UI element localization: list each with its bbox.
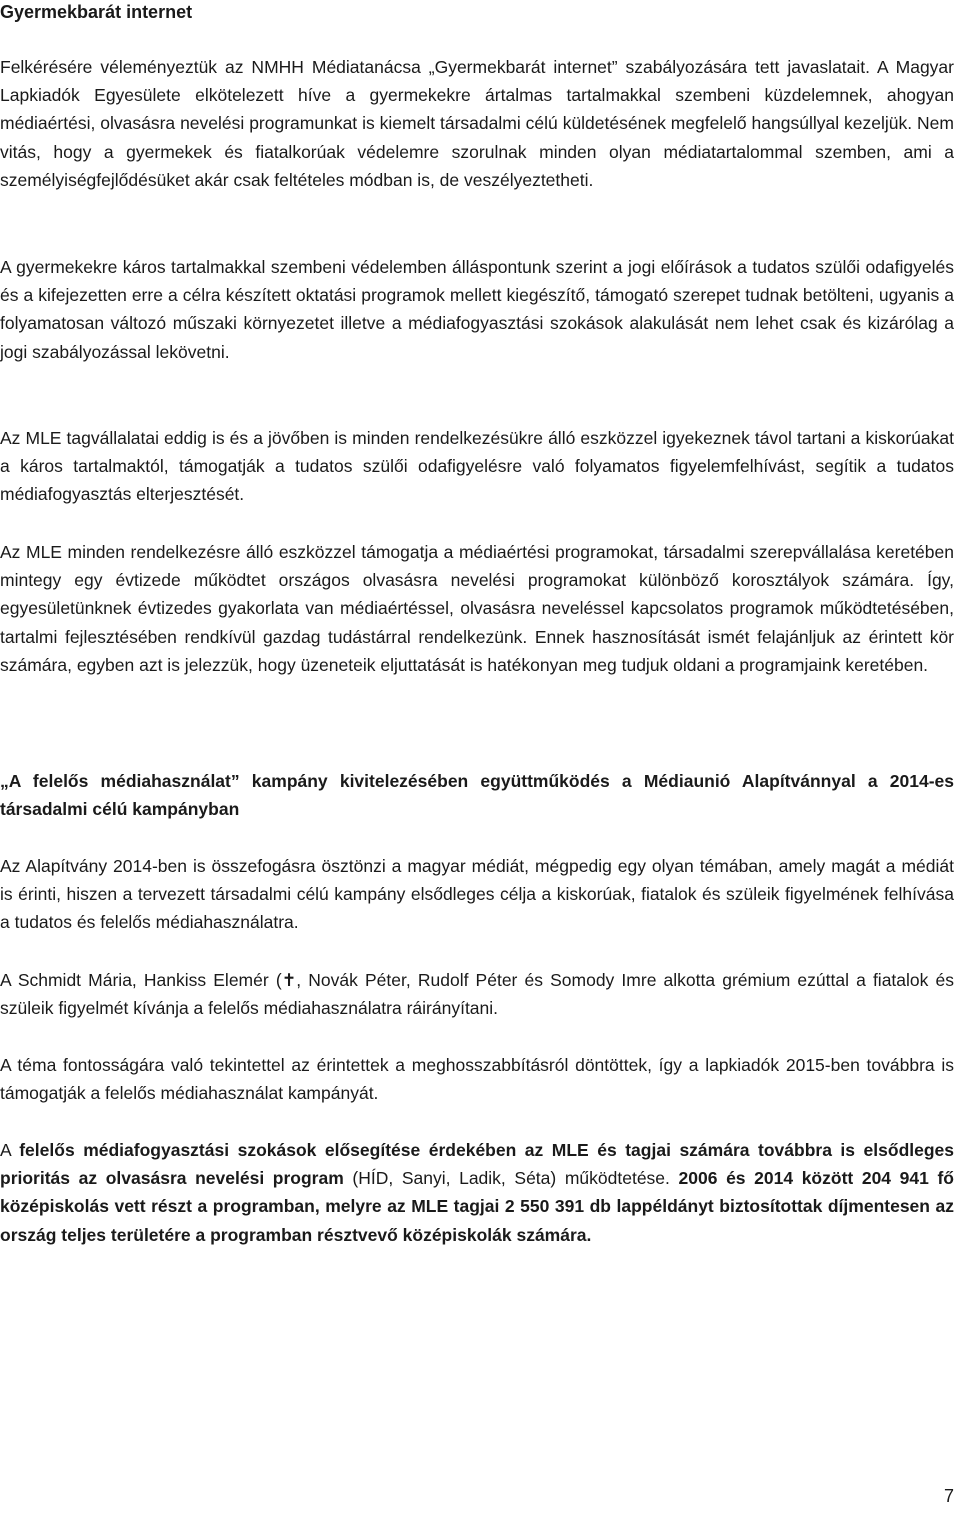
paragraph-segment: A <box>0 1140 20 1160</box>
paragraph-segment-bold: felelős médiafogyasztási szokások elősegítése érdekében az MLE és tagjai számára továbbra is elsődleges prioritás az olvasásra nevelési program <box>0 1140 955 1189</box>
paragraph-extension: A téma fontosságára való tekintettel az érintettek a meghosszabbításról döntöttek, így a lapkiadók 2015-ben továbbra is támogatják a felelős médiahasználat kampányát. <box>0 1055 954 1104</box>
document-title: Gyermekbarát internet <box>0 2 193 22</box>
section-heading-campaign: „A felelős médiahasználat” kampány kivitelezésében együttműködés a Médiaunió Alapítvánnyal a 2014-es társadalmi célú kampányban <box>0 771 954 820</box>
page-number: 7 <box>943 1486 954 1506</box>
paragraph-media-literacy: Az MLE minden rendelkezésre álló eszközzel támogatja a médiaértési programokat, társadalmi szerepvállalása keretében mintegy egy évtizede működtet országos olvasásra nevelési programokat különböző korosztályok számára. Így, egyesületünknek évtizedes gyakorlata van médiaértéssel, olvasásra neveléssel kapcsolatos programok működtetésében, tartalmi fejlesztésében rendkívül gazdag tudástárral rendelkezünk. Ennek hasznosítását ismét felajánljuk az érintett kör számára, egyben azt is jelezzük, hogy üzeneteik eljuttatását is hatékonyan meg tudjuk oldani a programjaink keretében. <box>0 542 954 675</box>
paragraph-segment: (HÍD, Sanyi, Ladik, Séta) működtetése. <box>343 1168 679 1189</box>
paragraph-legal-protection: A gyermekekre káros tartalmakkal szembeni védelemben álláspontunk szerint a jogi előírások a tudatos szülői odafigyelés és a kifejezetten erre a célra készített oktatási programok mellett kiegészítő, támogató szerepet tudnak betölteni, ugyanis a folyamatosan változó műszaki környezetet illetve a médiafogyasztási szokások alakulását nem lehet csak és kizárólag a jogi szabályozással lekövetni. <box>0 257 954 362</box>
paragraph-request-response: Felkérésére véleményeztük az NMHH Médiatanácsa „Gyermekbarát internet” szabályozására tett javaslatait. A Magyar Lapkiadók Egyesülete elkötelezett híve a gyermekekre ártalmas tartalmakkal szembeni küzdelemnek, ahogyan médiaértési, olvasásra nevelési programunkat is kiemelt társadalmi célú küldetésének megfelelő hangsúllyal kezeljük. Nem vitás, hogy a gyermekek és fiatalkorúak védelemre szorulnak minden olyan médiatartalommal szemben, ami a személyiségfejlődésüket akár csak feltételes módban is, de veszélyeztetheti. <box>0 57 954 190</box>
paragraph-jury: A Schmidt Mária, Hankiss Elemér (✝, Novák Péter, Rudolf Péter és Somody Imre alkotta grémium ezúttal a fiatalok és szüleik figyelmét kívánja a felelős médiahasználatra ráirányítani. <box>0 970 954 1019</box>
paragraph-foundation: Az Alapítvány 2014-ben is összefogásra ösztönzi a magyar médiát, mégpedig egy olyan témában, amely magát a médiát is érinti, hiszen a tervezett társadalmi célú kampány elsődleges célja a kiskorúak, fiatalok és szüleik figyelmének felhívása a tudatos és felelős médiahasználatra. <box>0 856 954 933</box>
paragraph-member-companies: Az MLE tagvállalatai eddig is és a jövőben is minden rendelkezésükre álló eszközzel igyekeznek távol tartani a kiskorúakat a káros tartalmaktól, támogatják a tudatos szülői odafigyelésre való folyamatos figyelemfelhívást, segítik a tudatos médiafogyasztás elterjesztését. <box>0 428 954 505</box>
paragraph-reading-program <box>0 1136 954 1249</box>
paragraph-segment-bold: 2006 és 2014 között 204 941 fő középiskolás vett részt a programban, melyre az MLE tagjai 2 550 391 db lappéldányt biztosítottak díjmentesen az ország teljes területére a programban résztvevő középiskolák számára. <box>0 1168 954 1245</box>
